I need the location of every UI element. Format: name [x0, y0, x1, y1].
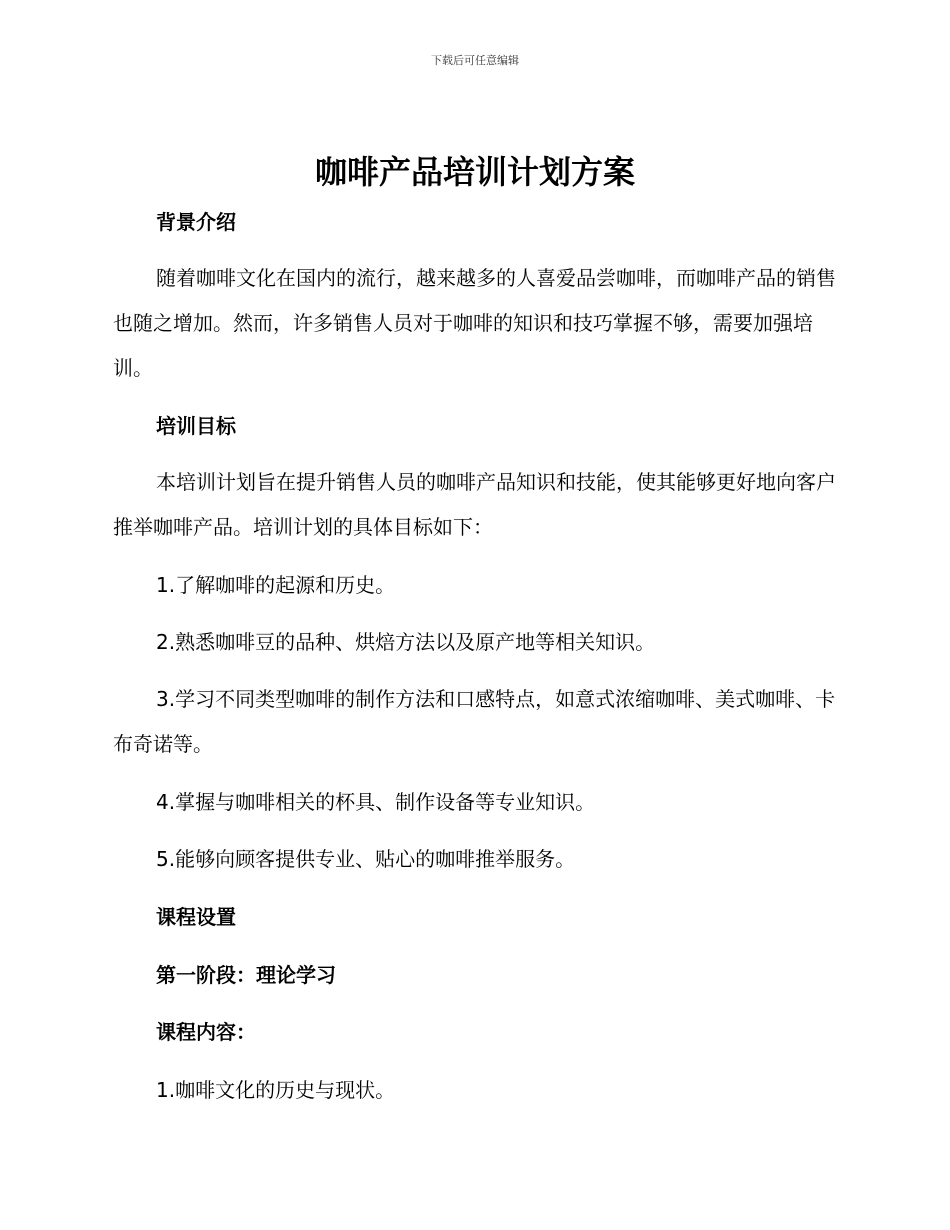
section-heading-courses: 课程设置 — [156, 905, 236, 929]
background-paragraph: 随着咖啡文化在国内的流行，越来越多的人喜爱品尝咖啡，而咖啡产品的销售也随之增加。然而，许多销售人员对于咖啡的知识和技巧掌握不够，需要加强培训。 — [113, 266, 836, 380]
goal-item-2: 2.熟悉咖啡豆的品种、烘焙方法以及原产地等相关知识。 — [156, 630, 656, 654]
section-heading-background: 背景介绍 — [156, 210, 236, 234]
page-header-note: 下载后可任意编辑 — [431, 54, 519, 67]
course-content-label: 课程内容： — [156, 1020, 256, 1044]
goal-item-1: 1.了解咖啡的起源和历史。 — [156, 573, 396, 597]
goal-item-5: 5.能够向顾客提供专业、贴心的咖啡推举服务。 — [156, 847, 576, 871]
course-stage-one: 第一阶段：理论学习 — [156, 963, 336, 987]
document-title: 咖啡产品培训计划方案 — [314, 153, 635, 191]
goals-paragraph: 本培训计划旨在提升销售人员的咖啡产品知识和技能，使其能够更好地向客户推举咖啡产品。培训计划的具体目标如下： — [113, 470, 836, 539]
goal-item-4: 4.掌握与咖啡相关的杯具、制作设备等专业知识。 — [156, 790, 596, 814]
goal-item-3: 3.学习不同类型咖啡的制作方法和口感特点，如意式浓缩咖啡、美式咖啡、卡布奇诺等。 — [113, 687, 836, 756]
course-item-1: 1.咖啡文化的历史与现状。 — [156, 1078, 396, 1102]
section-heading-goals: 培训目标 — [156, 414, 236, 438]
